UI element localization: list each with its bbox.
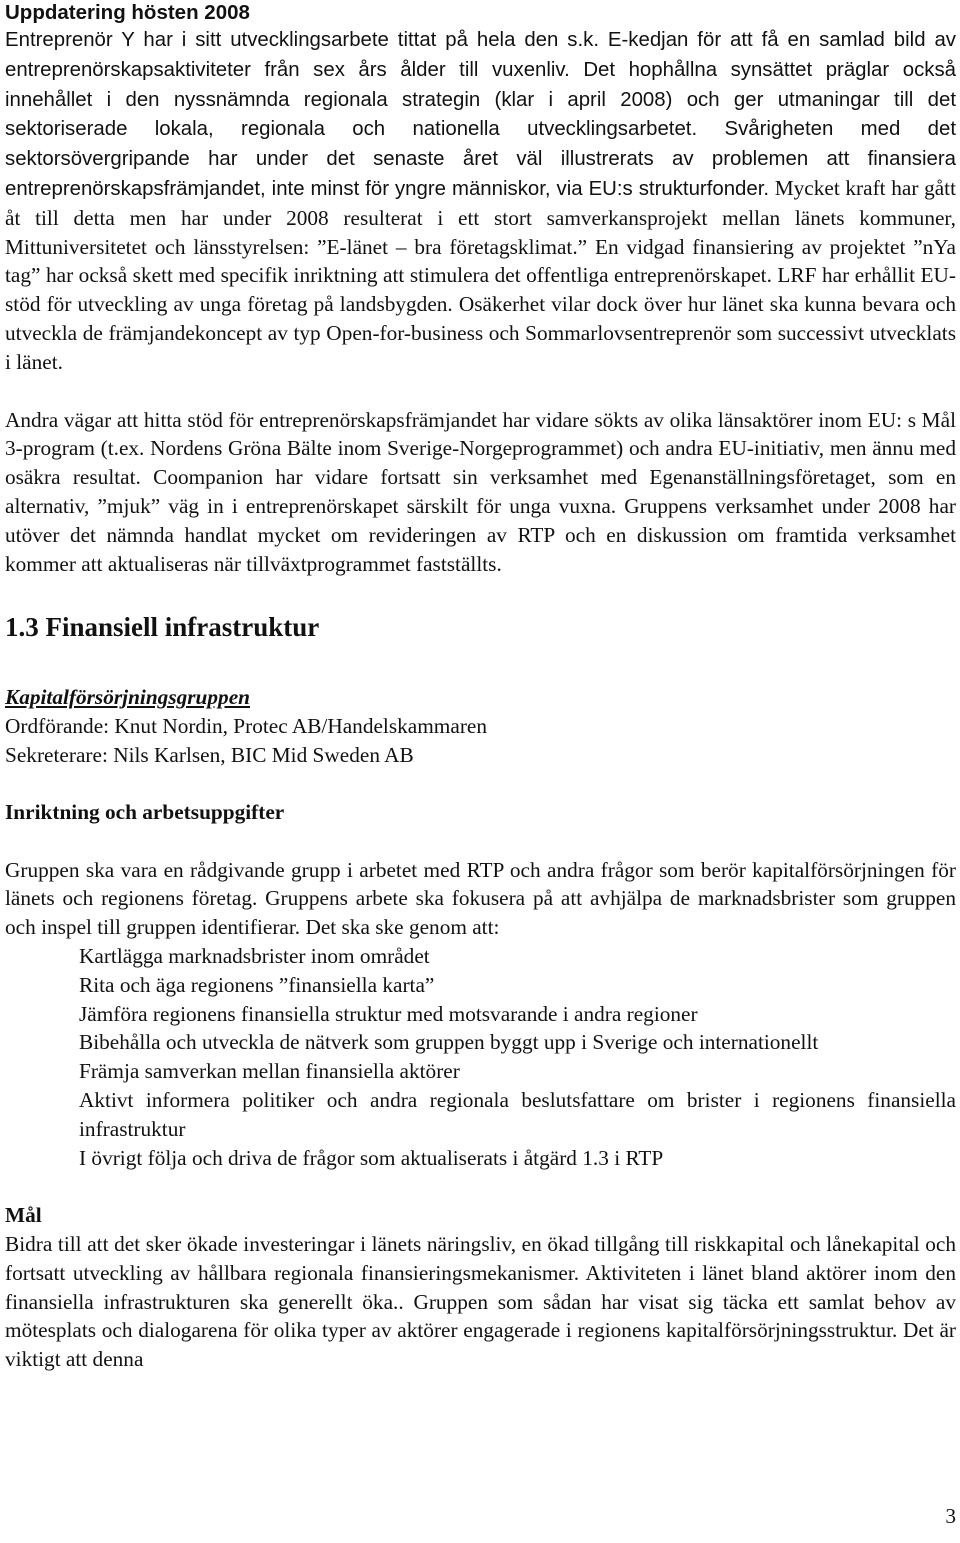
tasks-heading: Inriktning och arbetsuppgifter	[5, 799, 285, 824]
group-title: Kapitalförsörjningsgruppen	[5, 685, 250, 710]
tasks-intro: Gruppen ska vara en rådgivande grupp i arbetet med RTP och andra frågor som berör kapitalförsörjningen för länets och regionens företag. Gruppens arbete ska fokusera på att avhjälpa de marknadsbrister som gruppen och inspel till gruppen identifierar. Det ska ske genom att:	[5, 857, 956, 940]
section-title: 1.3 Finansiell infrastruktur	[5, 612, 320, 643]
update-heading: Uppdatering hösten 2008	[5, 1, 250, 24]
chair-line: Ordförande: Knut Nordin, Protec AB/Handelskammaren	[5, 714, 488, 739]
list-item: Främja samverkan mellan finansiella aktörer	[79, 1059, 460, 1084]
secretary-line: Sekreterare: Nils Karlsen, BIC Mid Sweden AB	[5, 742, 414, 767]
update-paragraph-2: Andra vägar att hitta stöd för entreprenörskapsfrämjandet har vidare sökts av olika länsaktörer inom EU: s Mål 3-program (t.ex. Nordens Gröna Bälte inom Sverige-Norgeprogrammet) och andra EU-initiativ, men ännu med osäkra resultat. Coompanion har vidare fortsatt sin verksamhet med Egenanställningsföretaget, som en alternativ, ”mjuk” väg in i entreprenörskapet särskilt för unga vuxna. Gruppens verksamhet under 2008 har utöver det nämnda handlat mycket om revideringen av RTP och en diskussion om framtida verksamhet kommer att aktualiseras när tillväxtprogrammet fastställts.	[5, 407, 956, 576]
list-item: I övrigt följa och driva de frågor som aktualiserats i åtgärd 1.3 i RTP	[79, 1145, 664, 1170]
task-list	[5, 942, 956, 1172]
list-item: Rita och äga regionens ”finansiella karta”	[79, 972, 435, 997]
update-intro-paragraph	[5, 25, 956, 377]
list-item: Aktivt informera politiker och andra regionala beslutsfattare om brister i regionens finansiella infrastruktur	[79, 1087, 956, 1141]
list-item: Bibehålla och utveckla de nätverk som gruppen byggt upp i Sverige och internationellt	[79, 1030, 819, 1055]
list-item: Kartlägga marknadsbrister inom området	[79, 943, 430, 968]
goal-heading: Mål	[5, 1203, 42, 1228]
page-number: 3	[945, 1504, 956, 1528]
goal-text: Bidra till att det sker ökade investeringar i länets näringsliv, en ökad tillgång till riskkapital och lånekapital och fortsatt utveckling av hållbara regionala finansieringsmekanismer. Aktiviteten i länet bland aktörer inom den finansiella infrastrukturen ska generellt öka.. Gruppen som sådan har visat sig täcka ett samlat behov av mötesplats och dialogarena för olika typer av aktörer engagerade i regionens kapitalförsörjningsstruktur. Det är viktigt att denna	[5, 1232, 956, 1372]
update-intro-sans-text: Entreprenör Y har i sitt utvecklingsarbete tittat på hela den s.k. E-kedjan för att få en samlad bild av entreprenörskapsaktiviteter från sex års ålder till vuxenliv. Det hophållna synsättet präglar också innehållet i den nyssnämnda regionala strategin (klar i april 2008) och ger utmaningar till det sektoriserade lokala, regionala och nationella utvecklingsarbetet. Svårigheten med det sektorsövergripande har under det senaste året väl illustrerats av problemen att finansiera entreprenörskapsfrämjandet, inte minst för yngre människor, via EU:s strukturfonder.	[5, 29, 956, 200]
update-intro-serif-text: Mycket kraft har gått åt till detta men har under 2008 resulterat i ett stort samverkansprojekt mellan länets kommuner, Mittuniversitetet och länsstyrelsen: ”E-länet – bra företagsklimat.” En vidgad finansiering av projektet ”nYa tag” har också skett med specifik inriktning att stimulera det offentliga entreprenörskapet. LRF har erhållit EU-stöd för utveckling av unga företag på landsbygden. Osäkerhet vilar dock över hur länet ska kunna bevara och utveckla de främjandekoncept av typ Open-for-business och Sommarlovsentreprenör som successivt utvecklats i länet.	[5, 175, 956, 374]
list-item: Jämföra regionens finansiella struktur med motsvarande i andra regioner	[79, 1001, 698, 1026]
document-page	[5, 0, 956, 1374]
